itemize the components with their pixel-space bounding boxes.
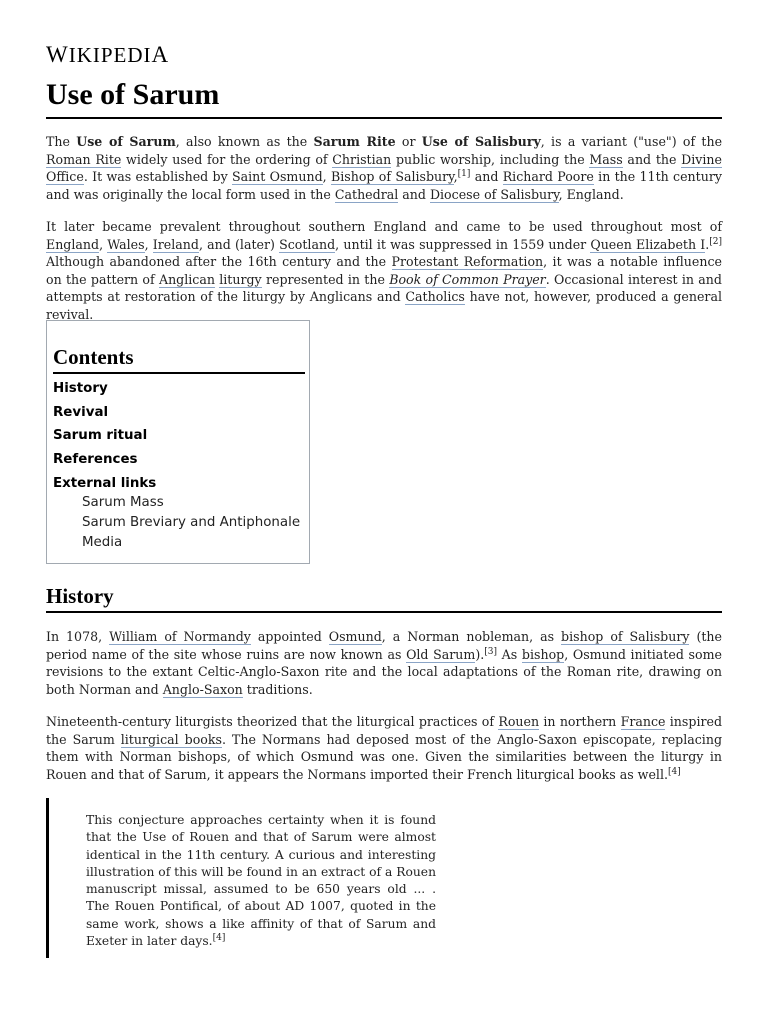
reference-1[interactable]: [1] — [457, 169, 471, 179]
link-liturgy[interactable]: liturgy — [219, 271, 262, 287]
toc-item-sarum-ritual[interactable]: Sarum ritual — [53, 428, 148, 443]
link-england[interactable]: England — [46, 236, 100, 252]
link-bishop-of-salisbury-2[interactable]: bishop of Salisbury — [561, 629, 690, 644]
intro-paragraph-1: The Use of Sarum, also known as the Sarum Rite or Use of Salisbury, is a variant ("use") of the Roman Rite widely used for the ordering of Christian public worship, including the Mass and the Divine Office. It was established by Saint Osmund, Bishop of Salisbury,[1] and Richard Poore in the 11th century and was originally the local form used in the Cathedral and Diocese of Salisbury, England. — [46, 134, 723, 202]
link-richard-poore[interactable]: Richard Poore — [502, 169, 594, 185]
link-protestant-reformation[interactable]: Protestant Reformation — [391, 254, 544, 270]
link-book-of-common-prayer[interactable]: Book of Common Prayer — [389, 271, 546, 287]
reference-4-quote[interactable]: [4] — [212, 932, 226, 943]
link-diocese-of-salisbury[interactable]: Diocese of Salisbury — [429, 186, 559, 202]
toc-subitem-media[interactable]: Media — [82, 535, 123, 550]
toc-item-revival[interactable]: Revival — [53, 405, 109, 420]
link-ireland[interactable]: Ireland — [152, 236, 199, 252]
link-queen-elizabeth[interactable]: Queen Elizabeth I — [590, 236, 706, 252]
link-saint-osmund[interactable]: Saint Osmund — [232, 169, 323, 185]
section-heading-history: History — [46, 584, 722, 613]
link-william-of-normandy[interactable]: William of Normandy — [109, 629, 251, 644]
toc-item-history[interactable]: History — [53, 381, 108, 396]
reference-2[interactable]: [2] — [709, 236, 723, 247]
table-of-contents — [46, 320, 310, 564]
reference-3[interactable]: [3] — [484, 646, 498, 657]
link-cathedral[interactable]: Cathedral — [334, 186, 399, 202]
link-scotland[interactable]: Scotland — [279, 236, 336, 252]
link-christian[interactable]: Christian — [332, 151, 392, 167]
link-bishop[interactable]: bishop — [521, 646, 565, 662]
reference-4[interactable]: [4] — [667, 766, 681, 777]
link-wales[interactable]: Wales — [107, 236, 145, 252]
wikipedia-logo[interactable]: WIKIPEDIA — [46, 42, 170, 67]
toc-item-references[interactable]: References — [53, 452, 138, 467]
history-paragraph-1: In 1078, William of Normandy appointed Osmund, a Norman nobleman, as bishop of Salisbury (the period name of the site whose ruins are now known as Old Sarum).[3] As bishop, Osmund initiated some revisions to the extant Celtic-Anglo-Saxon rite and the local adaptations of the Roman rite, drawing on both Norman and Anglo-Saxon traditions. — [46, 629, 722, 697]
link-catholics[interactable]: Catholics — [405, 289, 465, 305]
link-france[interactable]: France — [620, 714, 666, 729]
link-divine-office[interactable]: Divine Office — [46, 151, 722, 185]
toc-subitem-sarum-breviary[interactable]: Sarum Breviary and Antiphonale — [82, 515, 301, 530]
link-bishop-of-salisbury[interactable]: Bishop of Salisbury — [330, 169, 454, 185]
blockquote: This conjecture approaches certainty when it is found that the Use of Rouen and that of Sarum were almost identical in the 11th century. A curious and interesting illustration of this will be found in an extract of a Rouen manuscript missal, assumed to be 650 years old ... . The Rouen Pontifical, of about AD 1007, quoted in the same work, shows a like affinity of that of Sarum and Exeter in later days.[4] — [86, 813, 436, 949]
link-mass[interactable]: Mass — [589, 151, 623, 167]
intro-paragraph-2: It later became prevalent throughout southern England and came to be used throughout most of England, Wales, Ireland, and (later) Scotland, until it was suppressed in 1559 under Queen Elizabeth I.[2] Although abandoned after the 16th century and the Protestant Reformation, it was a notable influence on the pattern of Anglican liturgy represented in the Book of Common Prayer. Occasional interest in and attempts at restoration of the liturgy by Anglicans and Catholics have not, however, produced a general revival. — [46, 219, 723, 322]
link-rouen[interactable]: Rouen — [498, 714, 540, 729]
toc-item-external-links[interactable]: External links — [53, 476, 157, 491]
link-osmund[interactable]: Osmund — [328, 629, 382, 644]
toc-subitem-sarum-mass[interactable]: Sarum Mass — [82, 495, 164, 510]
history-paragraph-2: Nineteenth-century liturgists theorized that the liturgical practices of Rouen in northern France inspired the Sarum liturgical books. The Normans had deposed most of the Anglo-Saxon episcopate, replacing them with Norman bishops, of which Osmund was one. Given the similarities between the liturgy in Rouen and that of Sarum, it appears the Normans imported their French liturgical books as well.[4] — [46, 714, 723, 782]
link-anglican[interactable]: Anglican — [158, 271, 215, 287]
link-old-sarum[interactable]: Old Sarum — [406, 646, 476, 662]
blockquote-bar — [46, 798, 49, 958]
link-liturgical-books[interactable]: liturgical books — [120, 731, 222, 747]
toc-title: Contents — [53, 345, 305, 374]
link-roman-rite[interactable]: Roman Rite — [46, 151, 122, 167]
link-anglo-saxon[interactable]: Anglo-Saxon — [162, 681, 243, 697]
page-title: Use of Sarum — [46, 75, 722, 119]
